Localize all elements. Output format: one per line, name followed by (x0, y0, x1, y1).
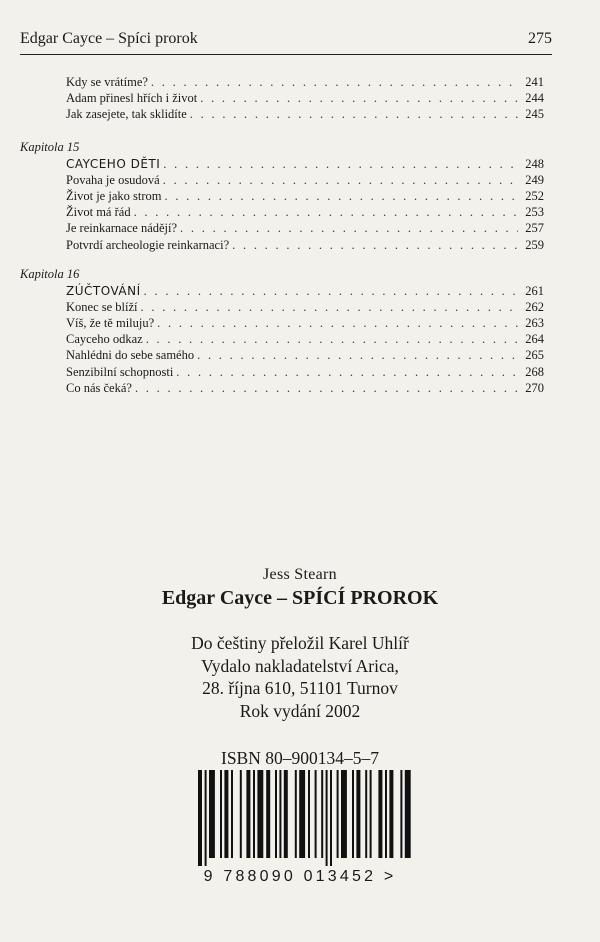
leader-dots (190, 106, 518, 122)
toc-entry (20, 172, 544, 188)
barcode-bar (205, 770, 207, 866)
barcode-bar (341, 770, 347, 858)
toc-entry (20, 237, 544, 253)
barcode-bar (405, 770, 411, 858)
leader-dots (157, 315, 518, 331)
toc-entry (20, 364, 544, 380)
leader-dots (151, 74, 518, 90)
toc-entry-page: 263 (525, 316, 544, 331)
running-header (20, 28, 552, 55)
toc-entry (20, 90, 544, 106)
toc-entry-title: Povaha je osudová (66, 172, 160, 187)
barcode-bar (275, 770, 277, 858)
toc-entry-title: CAYCEHO DĚTI (66, 156, 161, 171)
credit-line: Do češtiny přeložil Karel Uhlíř (191, 633, 409, 653)
barcode-bar (224, 770, 228, 858)
barcode-bar (308, 770, 310, 858)
leader-dots (197, 347, 518, 363)
leader-dots (135, 380, 518, 396)
barcode-bars (184, 770, 416, 868)
chapter-15-heading (20, 156, 544, 172)
leader-dots (163, 156, 518, 172)
table-of-contents (20, 74, 544, 396)
barcode-bar (385, 770, 387, 858)
toc-entry-page: 241 (525, 75, 544, 89)
toc-entry-title: Nahlédni do sebe samého (66, 348, 195, 363)
toc-entry-page: 270 (525, 380, 544, 395)
toc-entry-title: Co nás čeká? (66, 380, 132, 395)
isbn-label: ISBN 80–900134–5–7 (221, 748, 379, 768)
barcode-bar (315, 770, 317, 858)
toc-entry-title: Konec se blíží (66, 299, 138, 314)
barcode-bar (352, 770, 354, 858)
toc-entry-page: 245 (525, 107, 544, 122)
toc-entry (20, 220, 544, 236)
barcode-digits: 9 788090 013452 > (203, 868, 397, 885)
toc-entry-page: 249 (525, 172, 544, 187)
barcode-bar (279, 770, 281, 858)
chapter-15-label: Kapitola 15 (20, 139, 80, 154)
barcode (184, 770, 416, 888)
toc-entry-title: Potvrdí archeologie reinkarnaci? (66, 237, 230, 252)
toc-entry-title: Život má řád (66, 205, 131, 220)
toc-entry-page: 253 (525, 205, 544, 220)
credit-line: Rok vydání 2002 (239, 700, 361, 721)
leader-dots (134, 204, 518, 220)
chapter-16-heading (20, 283, 544, 299)
toc-entry (20, 315, 544, 331)
leader-dots (232, 237, 518, 253)
toc-entry-title: ZÚČTOVÁNÍ (66, 283, 141, 298)
toc-entry (20, 106, 544, 122)
leader-dots (200, 90, 518, 106)
toc-entry (20, 74, 544, 90)
barcode-bar (400, 770, 402, 858)
barcode-bar (266, 770, 270, 858)
barcode-bar (295, 770, 297, 858)
toc-entry-title: Senzibilní schopnosti (66, 364, 174, 379)
barcode-bar (330, 770, 332, 866)
barcode-bar (299, 770, 305, 858)
publication-credits (0, 632, 600, 722)
toc-entry-page: 244 (525, 91, 544, 106)
barcode-bar (253, 770, 255, 858)
toc-entry-page: 262 (525, 299, 544, 314)
barcode-bar (284, 770, 288, 858)
credit-line: 28. října 610, 51101 Turnov (202, 678, 398, 698)
barcode-bar (365, 770, 367, 858)
toc-entry (20, 188, 544, 204)
barcode-bar (356, 770, 360, 858)
toc-entry (20, 347, 544, 363)
running-title: Edgar Cayce – Spíci prorok (20, 30, 198, 47)
toc-entry-title: Je reinkarnace nádějí? (66, 221, 178, 236)
toc-entry-page: 265 (525, 348, 544, 363)
toc-entry-page: 259 (525, 237, 544, 252)
toc-entry-title: Cayceho odkaz (66, 332, 143, 347)
barcode-bar (246, 770, 250, 858)
toc-entry-page: 268 (525, 364, 544, 379)
credit-line: Vydalo nakladatelství Arica, (201, 655, 399, 676)
toc-entry-title: Kdy se vrátíme? (66, 75, 148, 89)
leader-dots (141, 299, 518, 315)
leader-dots (144, 283, 518, 299)
barcode-bar (389, 770, 393, 858)
toc-entry-page: 264 (525, 332, 544, 347)
toc-entry (20, 299, 544, 315)
toc-entry-title: Víš, že tě miluju? (66, 316, 155, 331)
page-number: 275 (528, 30, 552, 47)
toc-entry (20, 380, 544, 396)
toc-entry (20, 204, 544, 220)
chapter-16-label: Kapitola 16 (20, 266, 80, 281)
toc-entry-title: Život je jako strom (66, 188, 162, 203)
barcode-bar (378, 770, 382, 858)
leader-dots (180, 220, 518, 236)
toc-entry-title: Adam přinesl hřích i život (66, 91, 198, 106)
leader-dots (176, 364, 518, 380)
toc-entry-page: 248 (525, 156, 544, 171)
barcode-bar (326, 770, 328, 866)
leader-dots (163, 172, 518, 188)
barcode-bar (240, 770, 242, 858)
barcode-bar (257, 770, 263, 858)
leader-dots (164, 188, 518, 204)
barcode-bar (370, 770, 372, 858)
author-name: Jess Stearn (263, 566, 337, 583)
barcode-bar (220, 770, 222, 858)
toc-entry-page: 252 (525, 188, 544, 203)
leader-dots (146, 331, 518, 347)
toc-entry-page: 261 (525, 283, 544, 298)
toc-entry-page: 257 (525, 221, 544, 236)
colophon (0, 566, 600, 722)
barcode-bar (321, 770, 323, 858)
toc-entry-title: Jak zasejete, tak sklidíte (66, 107, 187, 122)
barcode-bar (198, 770, 202, 866)
barcode-bar (209, 770, 215, 858)
barcode-bar (231, 770, 233, 858)
barcode-bar (337, 770, 339, 858)
book-title: Edgar Cayce – SPÍCÍ PROROK (161, 587, 439, 609)
toc-entry (20, 331, 544, 347)
